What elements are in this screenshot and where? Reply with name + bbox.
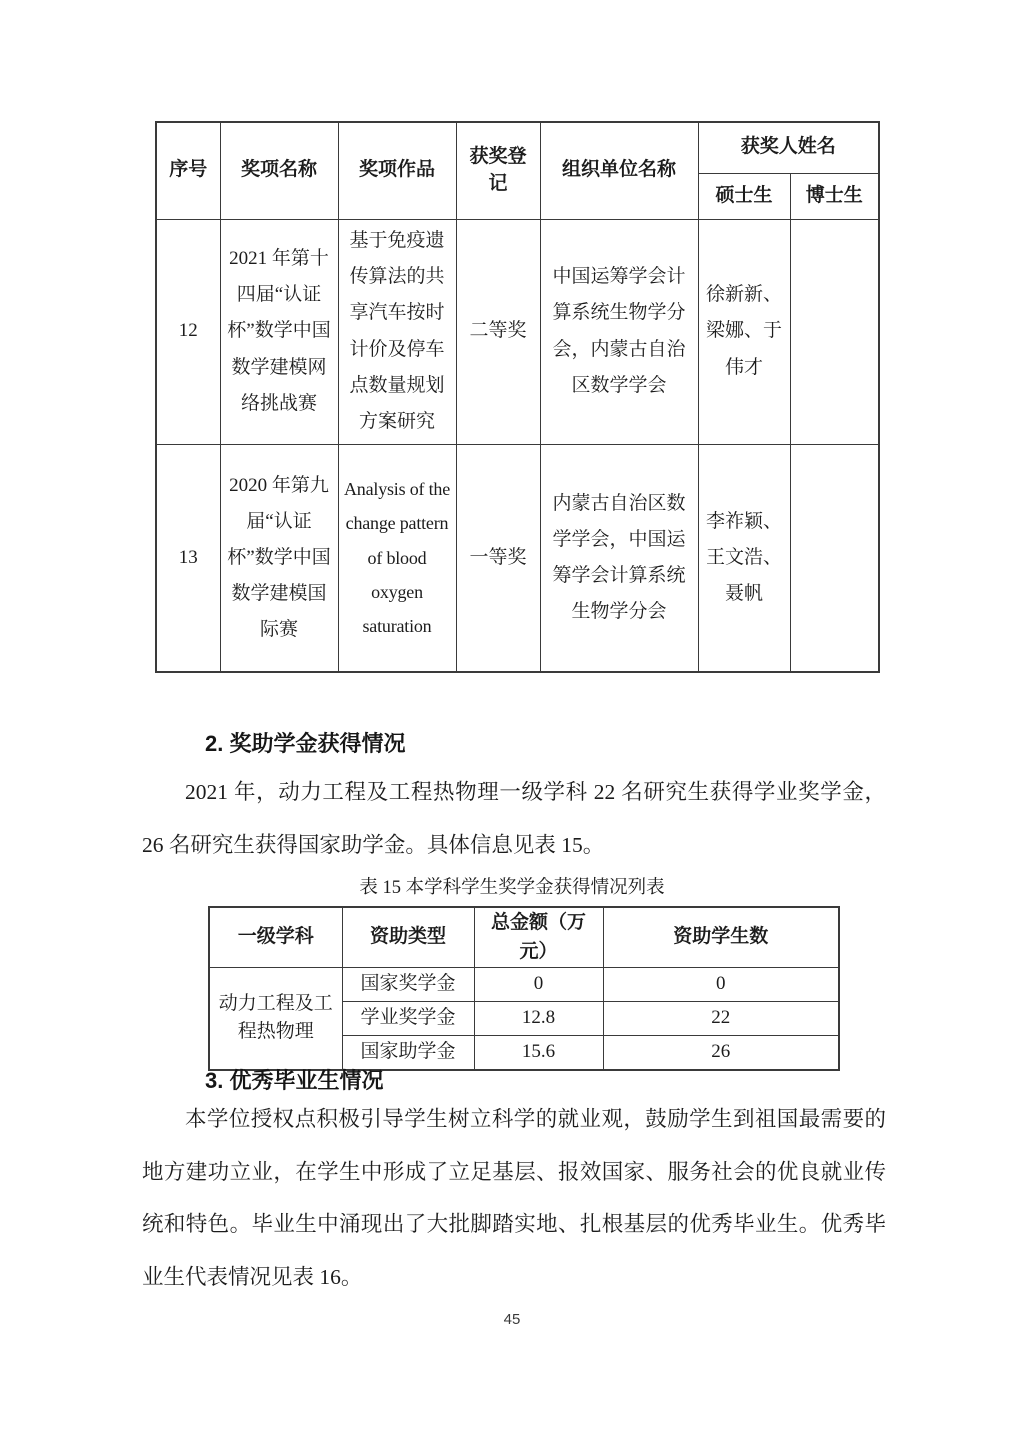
cell-master: 徐新新、梁娜、于伟才: [698, 219, 790, 444]
cell-index: 13: [156, 444, 220, 672]
col-header-master: 硕士生: [698, 173, 790, 219]
cell-amount: 0: [474, 968, 603, 1002]
section2-heading: 2. 奖助学金获得情况: [205, 731, 406, 756]
cell-award-work: 基于免疫遗传算法的共享汽车按时计价及停车点数量规划 方案研究: [338, 219, 456, 444]
col-header-award-work: 奖项作品: [338, 122, 456, 219]
cell-discipline: 动力工程及工程热物理: [209, 968, 342, 1070]
cell-fund-type: 国家奖学金: [342, 968, 474, 1002]
cell-amount: 15.6: [474, 1036, 603, 1070]
section3-paragraph: 本学位授权点积极引导学生树立科学的就业观，鼓励学生到祖国最需要的地方建功立业，在学生中形成了立足基层、报效国家、服务社会的优良就业传统和特色。毕业生中涌现出了大批脚踏实地、扎根基层的优秀毕业生。优秀毕业生代表情况见表 16。: [142, 1107, 886, 1289]
col-header-index: 序号: [156, 122, 220, 219]
cell-org-name: 中国运筹学会计算系统生物学分会，内蒙古自治区数学学会: [540, 219, 698, 444]
cell-doctor: [790, 444, 879, 672]
col-header-winner-name: 获奖人姓名: [698, 122, 879, 173]
cell-fund-type: 国家助学金: [342, 1036, 474, 1070]
cell-students: 0: [603, 968, 839, 1002]
cell-award-name: 2020 年第九届“认证杯”数学中国数学建模国际赛: [220, 444, 338, 672]
cell-fund-type: 学业奖学金: [342, 1002, 474, 1036]
cell-award-name: 2021 年第十四届“认证杯”数学中国数学建模网络挑战赛: [220, 219, 338, 444]
table-row: [209, 968, 839, 1002]
col-header-student-count: 资助学生数: [603, 907, 839, 968]
table-row: [156, 219, 879, 444]
award-table-header-row: [156, 122, 879, 173]
table-row: [156, 444, 879, 672]
scholarship-table: [208, 906, 840, 1071]
cell-doctor: [790, 219, 879, 444]
scholarship-table-header-row: [209, 907, 839, 968]
award-table: [155, 121, 880, 673]
cell-org-name: 内蒙古自治区数学学会，中国运筹学会计算系统生物学分会: [540, 444, 698, 672]
page-number: 45: [503, 1311, 521, 1328]
col-header-org-name: 组织单位名称: [540, 122, 698, 219]
col-header-fund-type: 资助类型: [342, 907, 474, 968]
cell-award-record: 一等奖: [456, 444, 540, 672]
cell-students: 26: [603, 1036, 839, 1070]
cell-amount: 12.8: [474, 1002, 603, 1036]
col-header-award-record: 获奖登记: [456, 122, 540, 219]
col-header-discipline: 一级学科: [209, 907, 342, 968]
cell-master: 李祚颖、王文浩、聂帆: [698, 444, 790, 672]
section2-paragraph: 2021 年，动力工程及工程热物理一级学科 22 名研究生获得学业奖学金，26 名研究生获得国家助学金。具体信息见表 15。: [142, 780, 886, 857]
cell-students: 22: [603, 1002, 839, 1036]
col-header-doctor: 博士生: [790, 173, 879, 219]
section3-heading: 3. 优秀毕业生情况: [205, 1068, 384, 1093]
cell-index: 12: [156, 219, 220, 444]
cell-award-work: Analysis of the change pattern of blood oxygen saturation: [338, 444, 456, 672]
cell-award-record: 二等奖: [456, 219, 540, 444]
col-header-total-amount: 总金额（万元）: [474, 907, 603, 968]
table15-caption: 表 15 本学科学生奖学金获得情况列表: [359, 878, 665, 898]
col-header-award-name: 奖项名称: [220, 122, 338, 219]
